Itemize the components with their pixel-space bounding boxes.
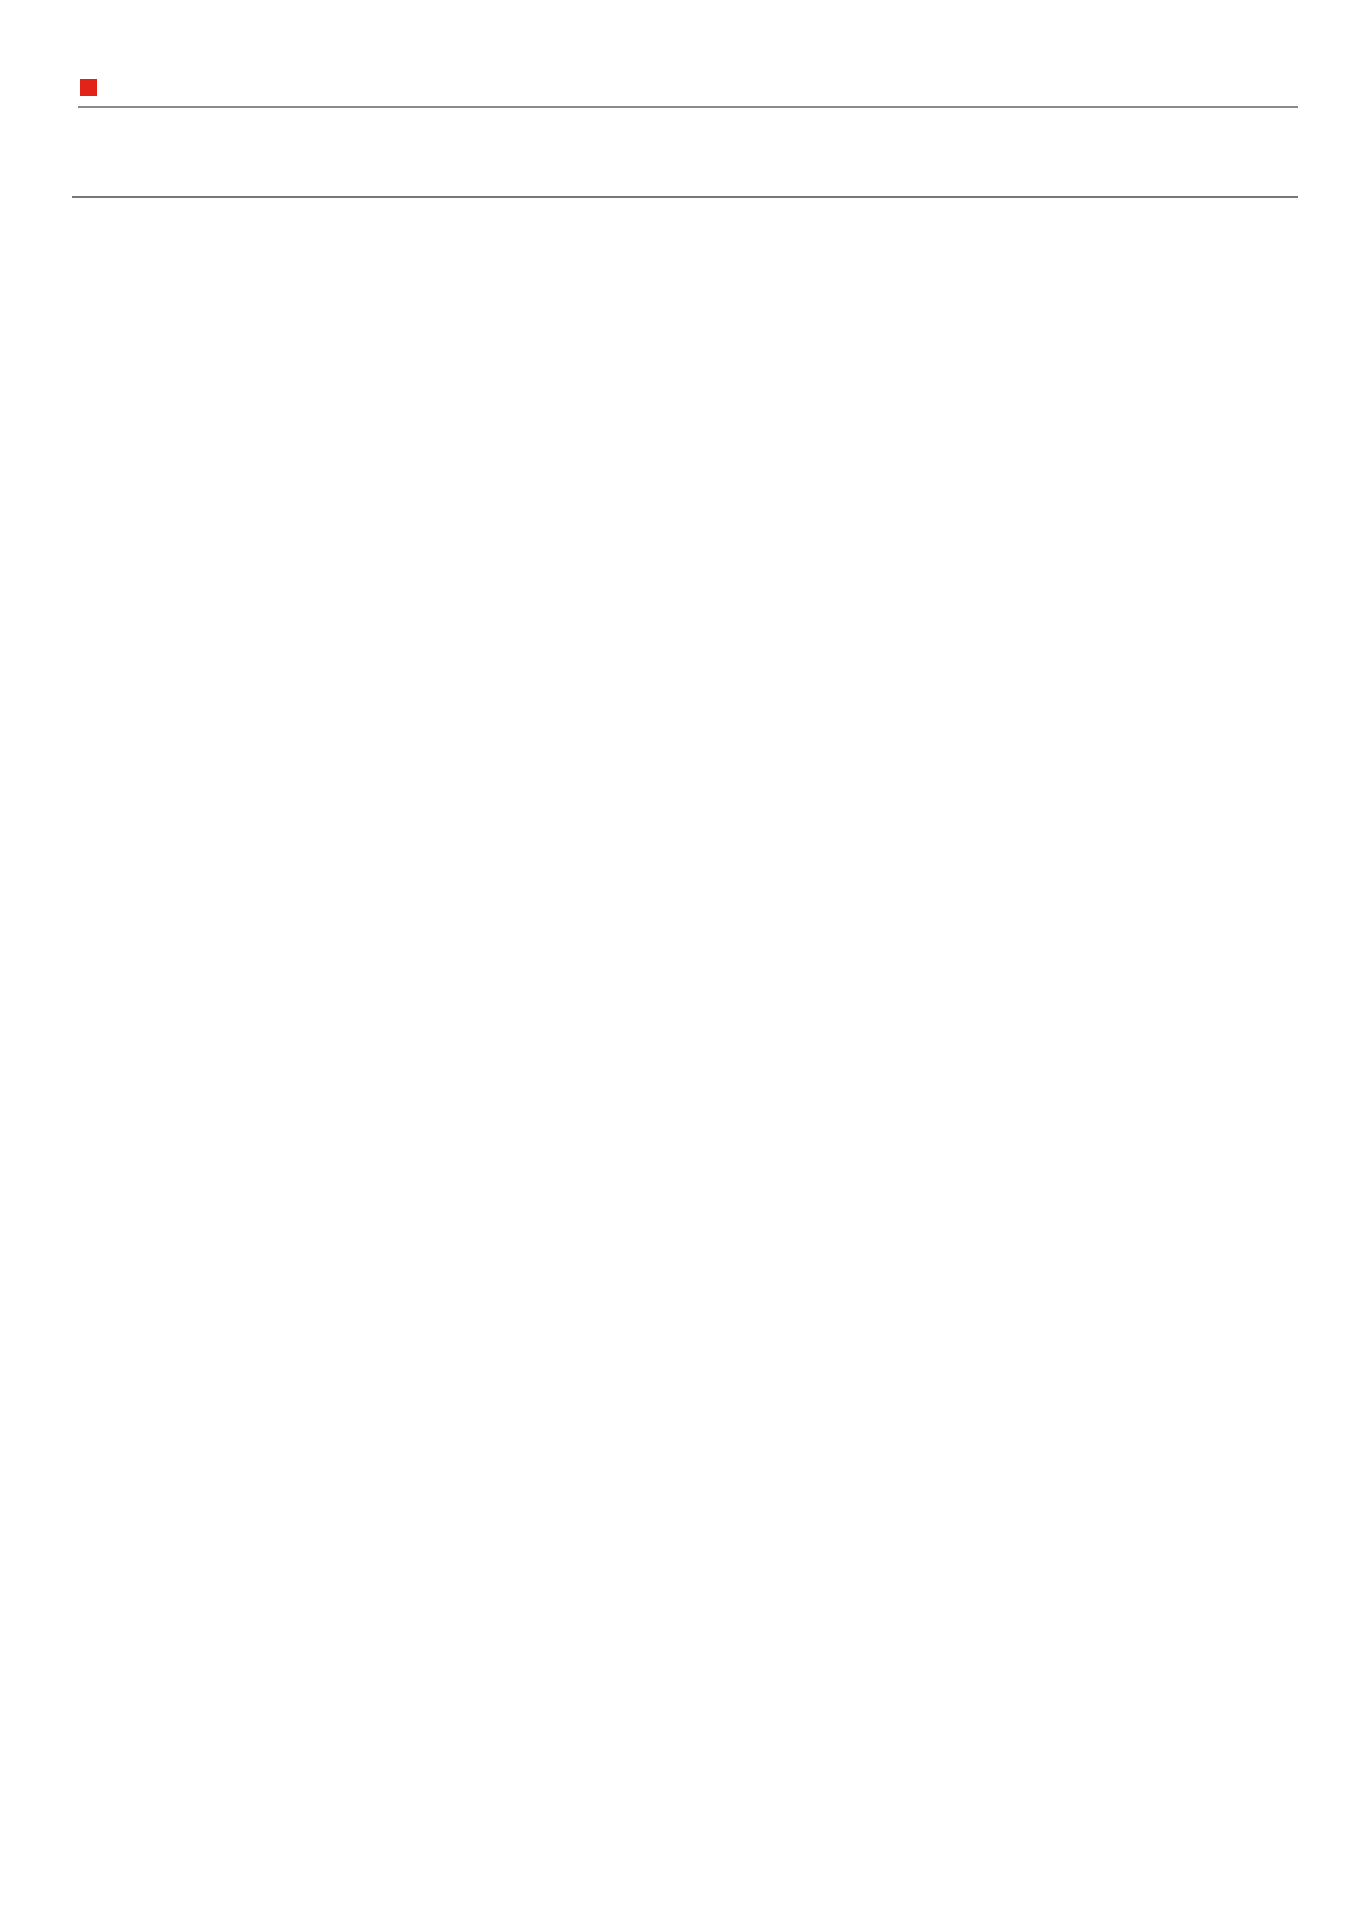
table-header — [72, 126, 1298, 198]
red-square-bullet-icon — [80, 79, 97, 96]
column-packing — [932, 132, 1132, 170]
page-header — [78, 64, 1298, 108]
column-price-usd — [1232, 144, 1358, 164]
